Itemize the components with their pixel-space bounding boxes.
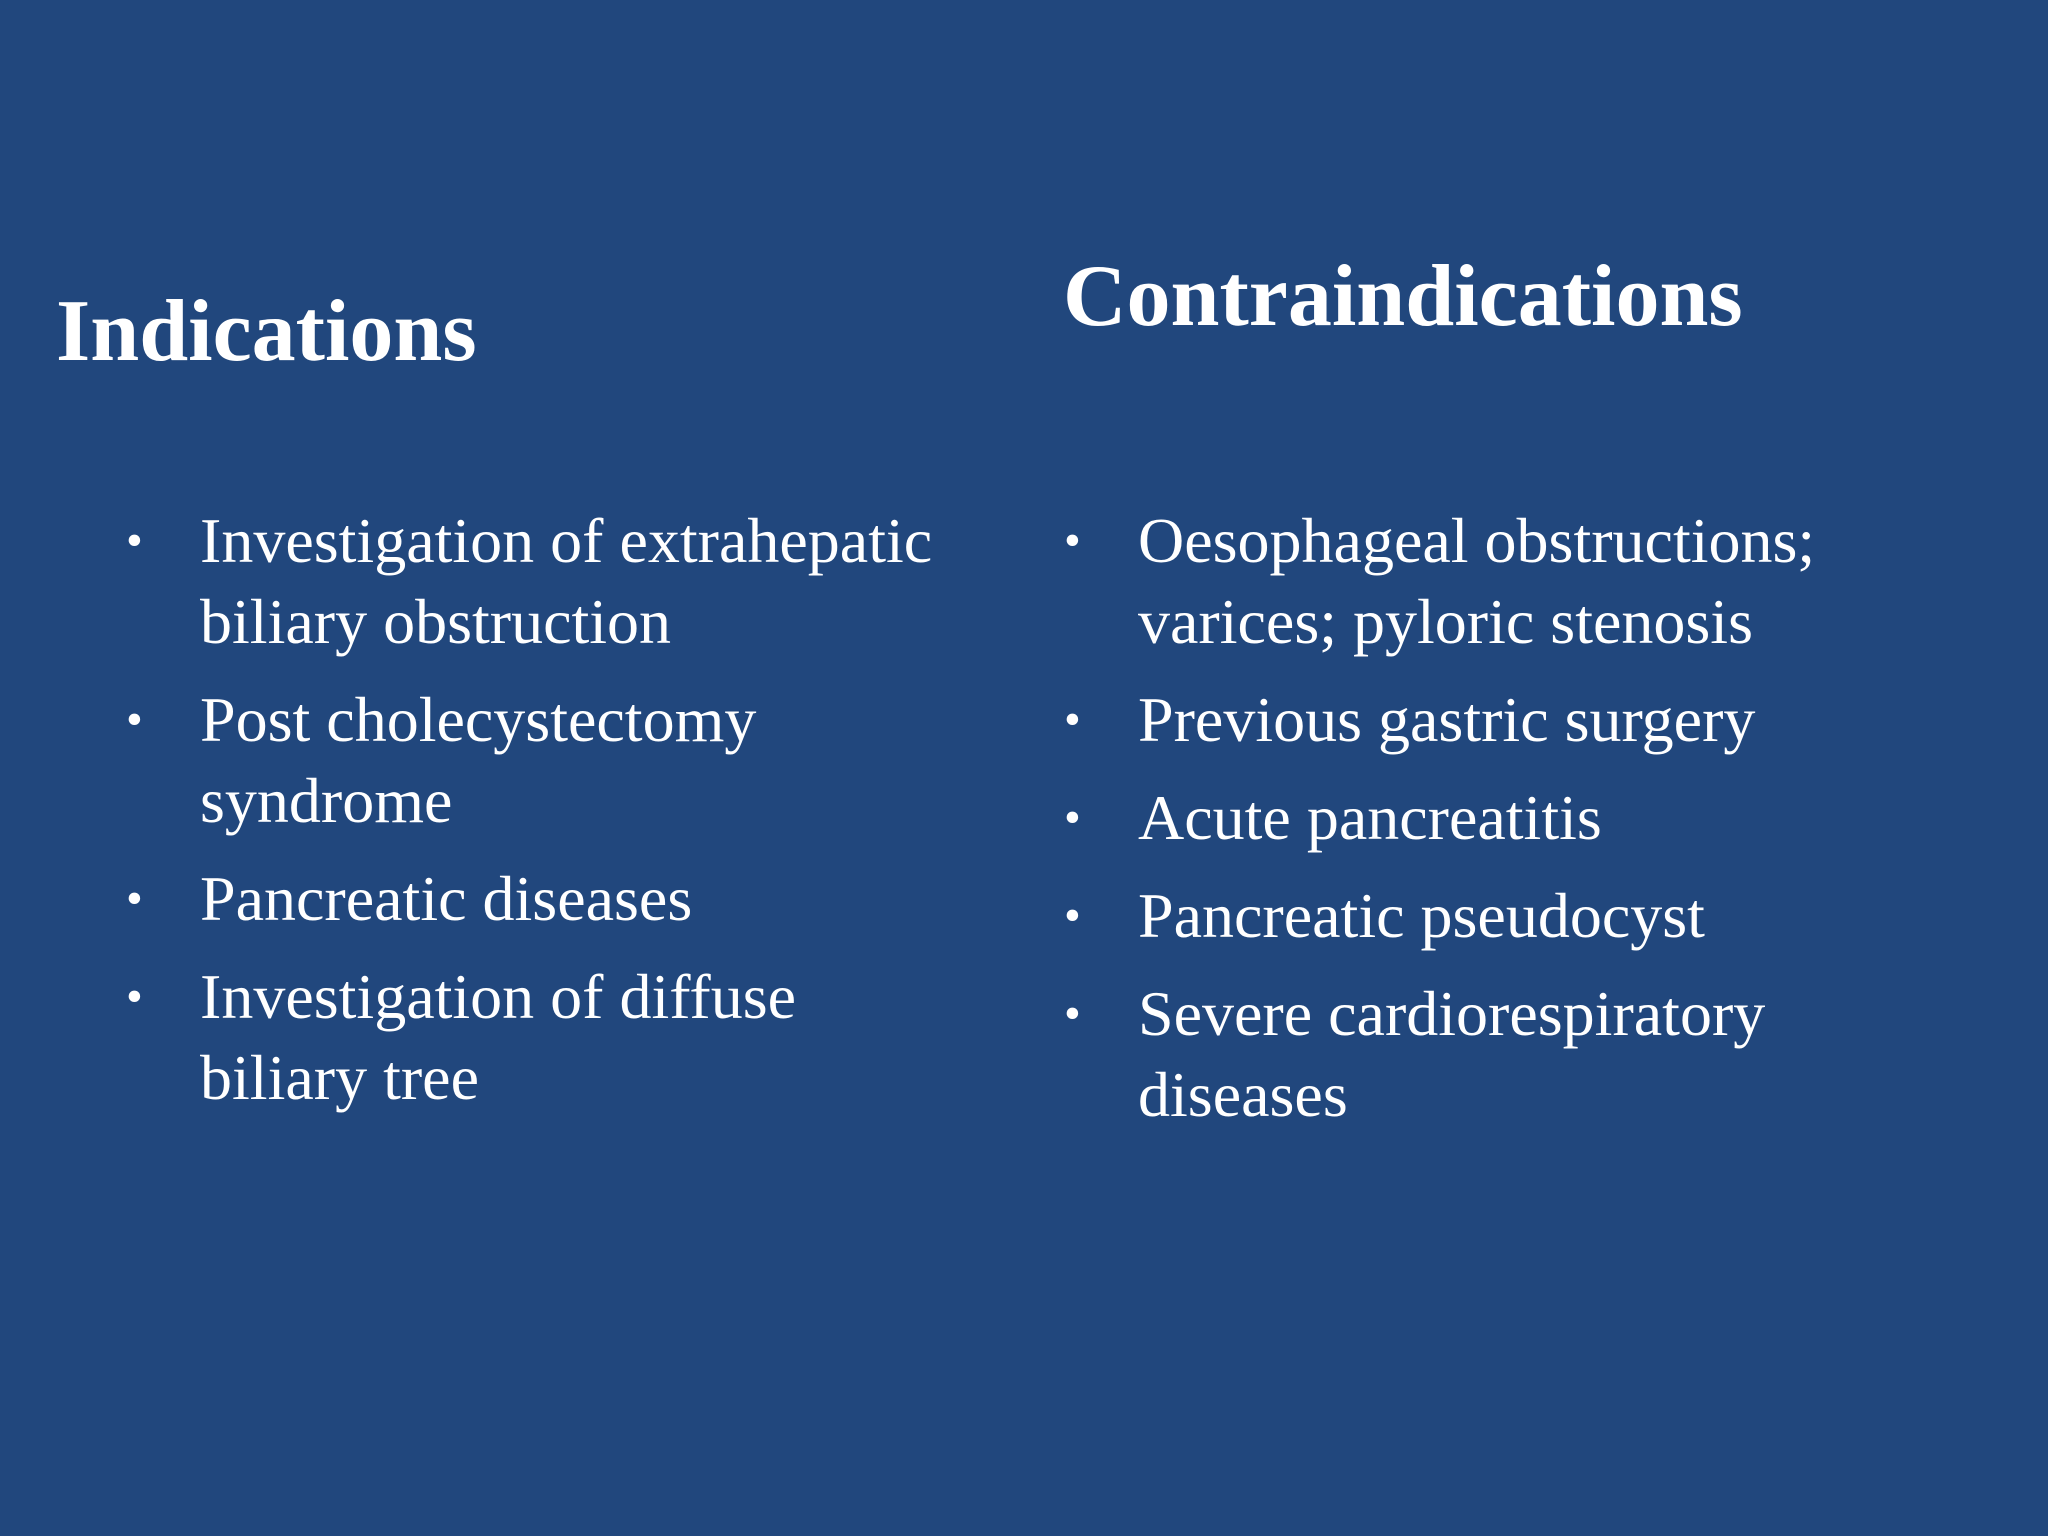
bullet-icon: • bbox=[1064, 514, 1081, 567]
bullet-icon: • bbox=[1064, 889, 1081, 942]
indications-heading: Indications bbox=[56, 283, 477, 380]
list-item bbox=[1056, 973, 1996, 1135]
list-item-text: syndrome bbox=[200, 765, 453, 836]
list-item-text: Pancreatic diseases bbox=[200, 863, 693, 934]
bullet-icon: • bbox=[126, 693, 143, 746]
list-item bbox=[1056, 500, 1996, 662]
bullet-icon: • bbox=[126, 514, 143, 567]
list-item-text: Severe cardiorespiratory bbox=[1138, 978, 1766, 1049]
list-item-text: Acute pancreatitis bbox=[1138, 782, 1602, 853]
list-item-text: Investigation of extrahepatic bbox=[200, 505, 933, 576]
list-item-text: biliary obstruction bbox=[200, 586, 672, 657]
list-item-text: Oesophageal obstructions; bbox=[1138, 505, 1816, 576]
list-item bbox=[1056, 875, 1996, 956]
list-item bbox=[118, 679, 1018, 841]
bullet-icon: • bbox=[126, 970, 143, 1023]
list-item-text: Post cholecystectomy bbox=[200, 684, 757, 755]
bullet-icon: • bbox=[1064, 693, 1081, 746]
bullet-icon: • bbox=[126, 872, 143, 925]
contraindications-list bbox=[1056, 500, 1996, 1152]
list-item bbox=[1056, 777, 1996, 858]
indications-list bbox=[118, 500, 1018, 1135]
list-item-text: diseases bbox=[1138, 1059, 1348, 1130]
list-item bbox=[118, 500, 1018, 662]
list-item bbox=[118, 956, 1018, 1118]
list-item bbox=[1056, 679, 1996, 760]
bullet-icon: • bbox=[1064, 791, 1081, 844]
bullet-icon: • bbox=[1064, 987, 1081, 1040]
list-item-text: Pancreatic pseudocyst bbox=[1138, 880, 1705, 951]
list-item-text: Investigation of diffuse bbox=[200, 961, 797, 1032]
list-item bbox=[118, 858, 1018, 939]
list-item-text: Previous gastric surgery bbox=[1138, 684, 1756, 755]
list-item-text: biliary tree bbox=[200, 1042, 479, 1113]
list-item-text: varices; pyloric stenosis bbox=[1138, 586, 1753, 657]
contraindications-heading: Contraindications bbox=[1063, 248, 1743, 345]
